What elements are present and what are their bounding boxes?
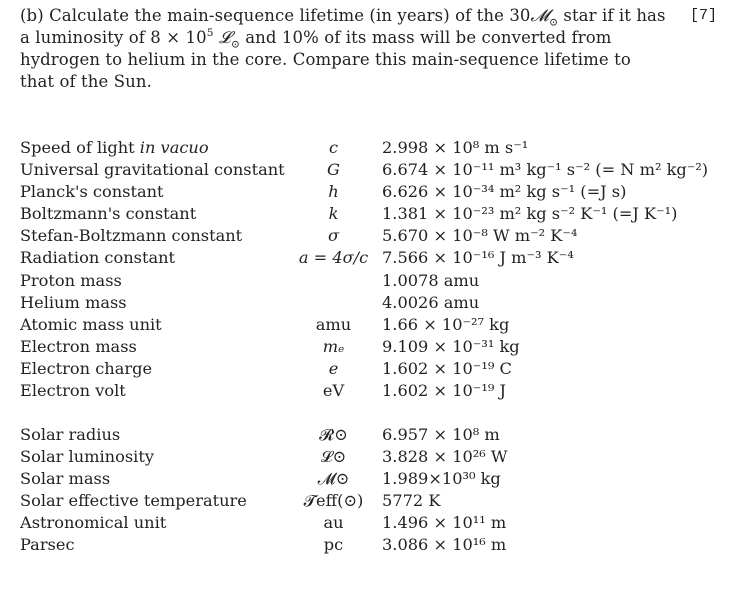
constant-symbol: au	[323, 513, 344, 533]
table-row	[20, 292, 708, 314]
constant-name-text: Atomic mass unit	[20, 314, 162, 334]
constant-symbol: c	[328, 138, 339, 157]
constant-value: 2.998 × 10⁸ m s⁻¹	[382, 138, 529, 157]
table-row	[20, 534, 508, 556]
constant-name	[20, 446, 285, 468]
question-text	[20, 5, 670, 93]
constant-name-text: Solar effective temperature	[20, 491, 247, 511]
constant-symbol: 𝓣eff(⊙)	[303, 491, 364, 511]
table-row	[20, 490, 508, 512]
table-row	[20, 247, 708, 269]
table-row	[20, 380, 708, 402]
constant-value: 1.602 × 10⁻¹⁹ C	[382, 358, 512, 378]
constant-value: 1.496 × 10¹¹ m	[382, 513, 507, 533]
constant-name	[20, 270, 285, 292]
constant-symbol: 𝓡⊙	[319, 425, 348, 444]
constant-name-text: Electron mass	[20, 336, 137, 356]
table-row	[20, 446, 508, 468]
table-row	[20, 336, 708, 358]
constant-value: 9.109 × 10⁻³¹ kg	[382, 336, 520, 356]
constant-symbol	[285, 292, 382, 314]
table-row	[20, 424, 508, 446]
constant-name-text: Speed of light	[20, 138, 140, 157]
constant-name-text: Boltzmann's constant	[20, 204, 197, 224]
constant-name-text: Planck's constant	[20, 182, 164, 202]
table-row	[20, 181, 708, 203]
constant-value: 1.989×10³⁰ kg	[382, 469, 501, 489]
constant-name	[20, 534, 285, 556]
constant-symbol: eV	[322, 381, 345, 401]
constant-name	[20, 336, 285, 358]
constant-name-text: Astronomical unit	[20, 513, 167, 533]
constant-name	[20, 181, 285, 203]
constant-name	[20, 358, 285, 380]
constant-symbol: G	[327, 160, 340, 180]
constant-symbol	[285, 270, 382, 292]
table-row	[20, 203, 708, 225]
constant-name-text: Helium mass	[20, 292, 127, 312]
constant-value: 5772 K	[382, 491, 441, 511]
constant-name	[20, 225, 285, 247]
table-row	[20, 159, 708, 181]
constant-value: 7.566 × 10⁻¹⁶ J m⁻³ K⁻⁴	[382, 248, 574, 268]
table-row	[20, 358, 708, 380]
constant-name	[20, 159, 285, 181]
marks-label: [7]	[690, 7, 718, 24]
constant-symbol: h	[328, 182, 339, 202]
constants-table	[20, 137, 708, 402]
constant-value: 3.086 × 10¹⁶ m	[382, 535, 507, 555]
constant-symbol: mₑ	[322, 336, 345, 356]
constant-name	[20, 468, 285, 490]
constant-name-italic: in vacuo	[139, 138, 209, 157]
constant-symbol: 𝓛⊙	[320, 447, 347, 467]
constant-value: 3.828 × 10²⁶ W	[382, 447, 508, 467]
constant-value: 5.670 × 10⁻⁸ W m⁻² K⁻⁴	[382, 226, 578, 246]
constant-value: 4.0026 amu	[382, 292, 480, 312]
constant-name	[20, 490, 285, 512]
question-part-2: star if it has a luminosity of 8 × 10	[20, 6, 666, 47]
constant-name	[20, 424, 285, 446]
question-part-3: and 10% of its mass will be converted from hydrogen to helium in the core. Compare this main-sequence lifetime to that of the Sun.	[20, 28, 631, 91]
constant-value: 1.66 × 10⁻²⁷ kg	[382, 314, 510, 334]
constant-name-text: Solar mass	[20, 469, 111, 489]
constant-symbol: 𝓜⊙	[317, 469, 350, 489]
table-row	[20, 314, 708, 336]
constant-name-text: Parsec	[20, 535, 75, 555]
constant-name-text: Solar luminosity	[20, 447, 154, 467]
constant-name-text: Stefan-Boltzmann constant	[20, 226, 243, 246]
solar-constants-table	[20, 424, 508, 557]
constant-name	[20, 314, 285, 336]
table-row	[20, 270, 708, 292]
constant-symbol: a = 4σ/c	[298, 248, 369, 268]
constant-name	[20, 137, 285, 159]
constant-name-text: Electron charge	[20, 358, 153, 378]
constant-value: 6.674 × 10⁻¹¹ m³ kg⁻¹ s⁻² (= N m² kg⁻²)	[382, 160, 709, 180]
constant-value: 1.381 × 10⁻²³ m² kg s⁻² K⁻¹ (=J K⁻¹)	[382, 204, 678, 224]
table-row	[20, 468, 508, 490]
constant-name	[20, 247, 285, 269]
mass-symbol: 𝓜	[530, 6, 550, 25]
luminosity-exponent: 5	[206, 26, 214, 39]
luminosity-symbol: 𝓛	[218, 28, 231, 47]
constant-name	[20, 512, 285, 534]
question-part-1: (b) Calculate the main-sequence lifetime (in years) of the 30	[20, 6, 531, 25]
constant-symbol: e	[328, 358, 339, 378]
constant-name	[20, 203, 285, 225]
constant-name	[20, 380, 285, 402]
constant-symbol: σ	[327, 226, 340, 246]
constant-name-text: Universal gravitational constant	[20, 160, 285, 180]
constant-symbol: k	[328, 204, 339, 224]
constant-symbol: amu	[315, 314, 352, 334]
constant-name-text: Electron volt	[20, 381, 126, 401]
table-row	[20, 137, 708, 159]
constant-value: 1.0078 amu	[382, 270, 480, 290]
table-row	[20, 512, 508, 534]
constant-name-text: Solar radius	[20, 425, 121, 444]
constant-name-text: Radiation constant	[20, 248, 176, 268]
table-row	[20, 225, 708, 247]
sun-symbol-2: ⊙	[230, 38, 240, 51]
constant-value: 6.626 × 10⁻³⁴ m² kg s⁻¹ (=J s)	[382, 182, 627, 202]
constant-value: 1.602 × 10⁻¹⁹ J	[382, 381, 506, 401]
constant-value: 6.957 × 10⁸ m	[382, 425, 500, 444]
constant-name	[20, 292, 285, 314]
sun-symbol: ⊙	[549, 16, 559, 29]
constant-name-text: Proton mass	[20, 270, 122, 290]
constant-symbol: pc	[323, 535, 344, 555]
